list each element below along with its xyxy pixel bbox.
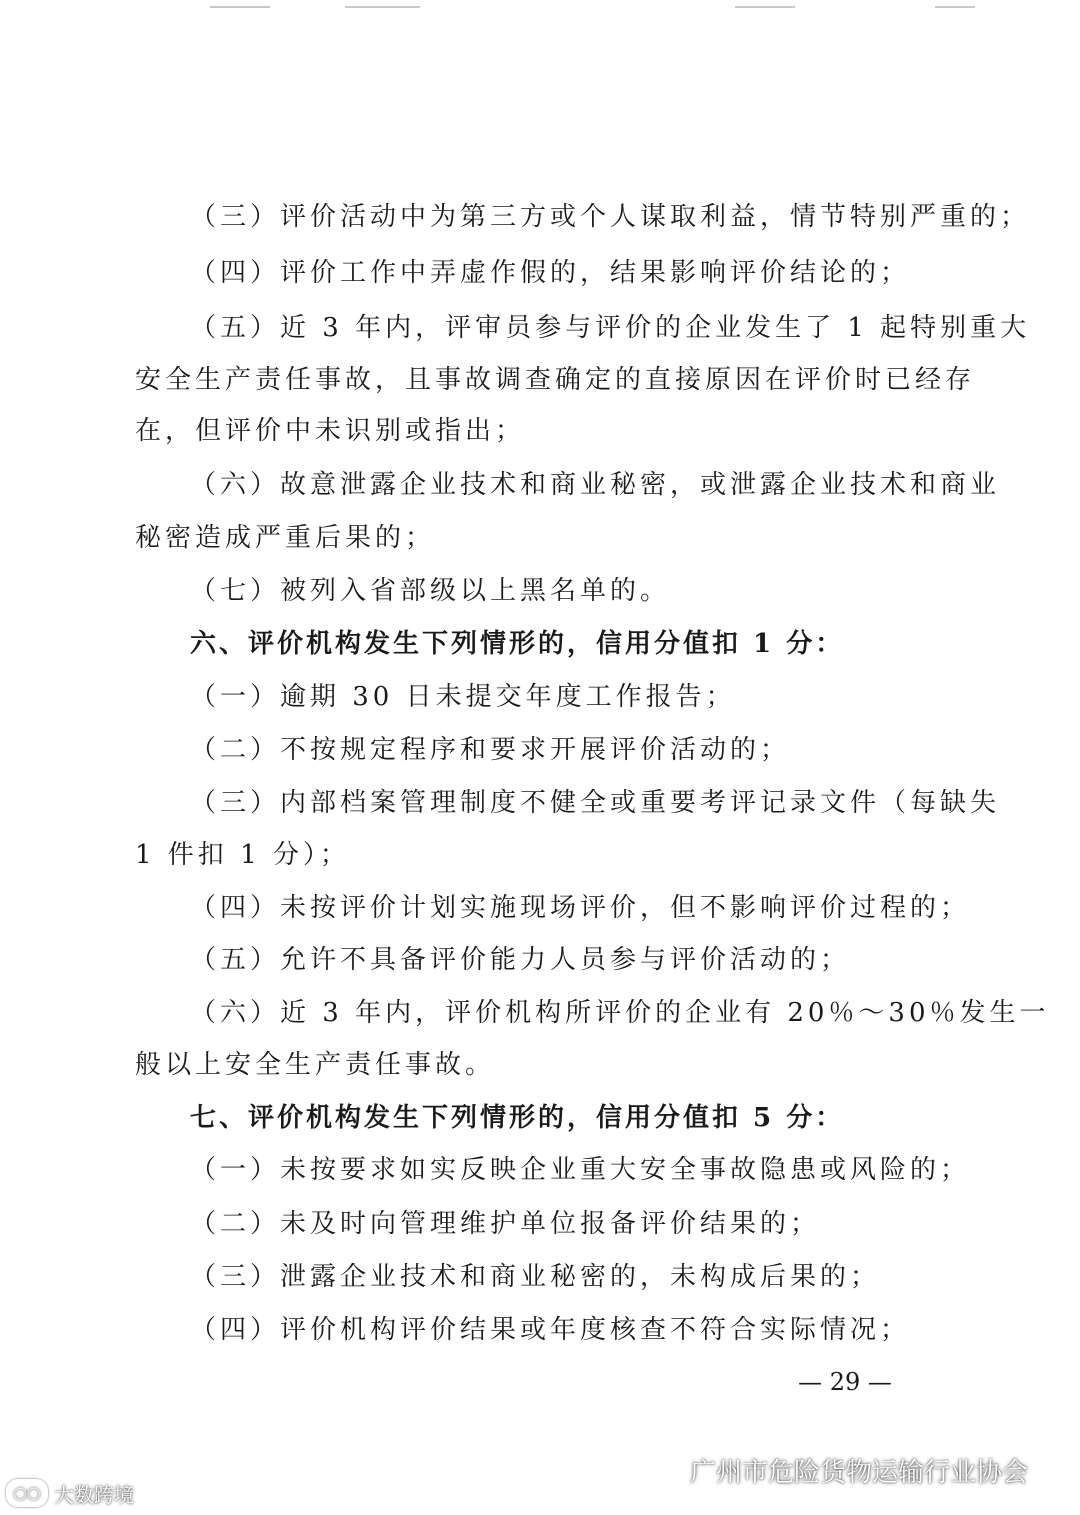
text-line: （二）不按规定程序和要求开展评价活动的； (190, 735, 791, 765)
text-line: （七）被列入省部级以上黑名单的。 (190, 576, 671, 606)
text-line: （四）评价机构评价结果或年度核查不符合实际情况； (190, 1315, 911, 1345)
watermark-left (6, 1478, 134, 1508)
text-line: （六）故意泄露企业技术和商业秘密，或泄露企业技术和商业 (190, 470, 1001, 500)
text-line: 秘密造成严重后果的； (135, 523, 436, 553)
text-line: （五）允许不具备评价能力人员参与评价活动的； (190, 945, 851, 975)
text-line: 1 件扣 1 分）； (135, 840, 350, 870)
text-line: （二）未及时向管理维护单位报备评价结果的； (190, 1209, 821, 1239)
watermark-right (640, 1450, 1028, 1490)
text-line: （一）未按要求如实反映企业重大安全事故隐患或风险的； (190, 1155, 971, 1185)
watermark-left-text: 大数跨境 (54, 1482, 134, 1507)
watermark-right-text: 广州市危险货物运输行业协会 (690, 1457, 1029, 1488)
text-line: （五）近 3 年内，评审员参与评价的企业发生了 1 起特别重大 (190, 313, 1031, 343)
text-line: （三）内部档案管理制度不健全或重要考评记录文件（每缺失 (190, 788, 1001, 818)
scan-artifact-top (0, 0, 1080, 14)
text-line: 在，但评价中未识别或指出； (135, 416, 526, 446)
wechat-icon (640, 1454, 680, 1486)
text-line: （六）近 3 年内，评价机构所评价的企业有 20％～30％发生一 (190, 998, 1050, 1028)
page-number: — 29 — (798, 1368, 892, 1396)
section-heading: 七、评价机构发生下列情形的，信用分值扣 5 分： (190, 1103, 845, 1133)
section-heading: 六、评价机构发生下列情形的，信用分值扣 1 分： (190, 629, 845, 659)
text-line: （四）未按评价计划实施现场评价，但不影响评价过程的； (190, 893, 971, 923)
text-line: （三）评价活动中为第三方或个人谋取利益，情节特别严重的； (190, 202, 1031, 232)
text-line: （三）泄露企业技术和商业秘密的，未构成后果的； (190, 1262, 881, 1292)
text-line: 安全生产责任事故，且事故调查确定的直接原因在评价时已经存 (135, 365, 976, 395)
text-line: （一）逾期 30 日未提交年度工作报告； (190, 682, 736, 712)
text-line: 般以上安全生产责任事故。 (135, 1050, 496, 1080)
text-line: （四）评价工作中弄虚作假的，结果影响评价结论的； (190, 258, 911, 288)
watermark-logo-icon: ◯◯ (6, 1479, 48, 1507)
